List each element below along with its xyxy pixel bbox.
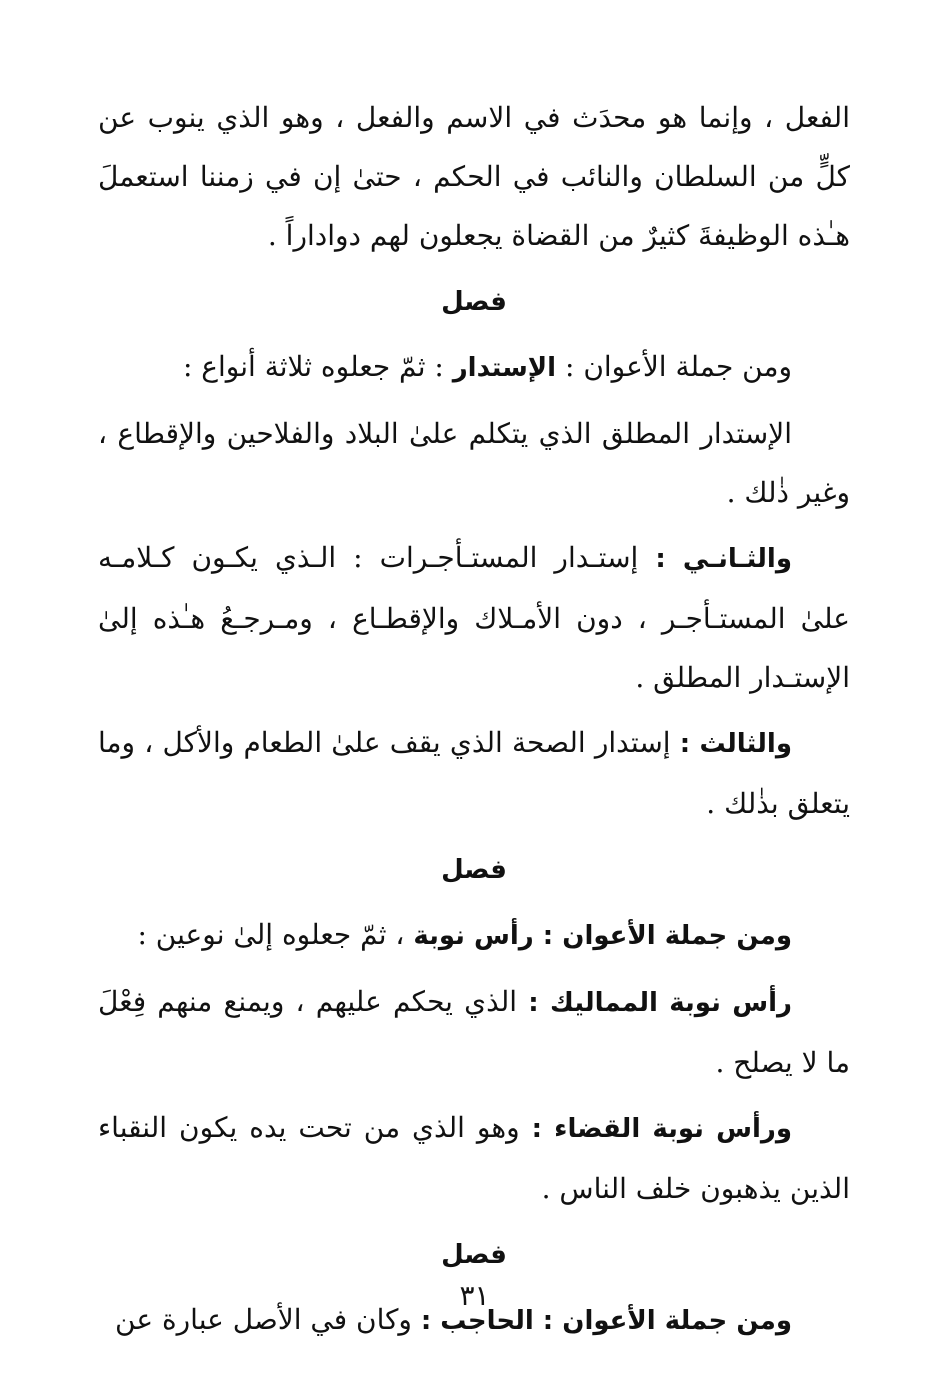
paragraph-ras-nawba-qada (98, 1098, 850, 1218)
text-run: وكان في الأصل عبارة عن (115, 1303, 421, 1336)
paragraph-istidar-first (98, 404, 850, 522)
text-run: وهو الذي من تحت يده يكون النقباء الذين يذهبون خلف الناس . (98, 1111, 850, 1205)
text-run: ومن جملة الأعوان : (556, 350, 792, 383)
text-run: الفعل ، وإنما هو محدَث في الاسم والفعل ، وهو الذي ينوب عن كلٍّ من السلطان والنائب في الحكم ، حتىٰ إن في زمننا استعملَ هـٰذه الوظيفةَ كثيرٌ من القضاة يجعلون لهم دواداراً . (98, 101, 850, 252)
section-heading-3: فصل (441, 1240, 507, 1270)
paragraph-istidar-third (98, 713, 850, 833)
section-heading-2: فصل (441, 855, 507, 885)
paragraph-ras-nawba-mamalik (98, 972, 850, 1092)
bold-term: والثـانـي : (655, 544, 792, 574)
page-number: ٣١ (459, 1279, 490, 1312)
bold-term: ومن جملة الأعوان : الحاجب : (420, 1306, 792, 1336)
bold-term: رأس نوبة المماليك : (528, 988, 792, 1018)
text-run: الذي يحكم عليهم ، ويمنع منهم فِعْلَ ما لا يصلح . (98, 985, 850, 1079)
bold-term: ومن جملة الأعوان : رأس نوبة (413, 921, 792, 951)
section-heading-1: فصل (441, 287, 507, 317)
text-run: إستدار الصحة الذي يقف علىٰ الطعام والأكل ، وما يتعلق بذٰلك . (98, 726, 850, 820)
paragraph-continuation (98, 88, 850, 265)
bold-term: الإستدار (452, 353, 557, 383)
paragraph-istidar-intro (98, 337, 850, 398)
bold-term: ورأس نوبة القضاء : (531, 1114, 792, 1144)
text-run: إستـدار المستـأجـرات : الـذي يكـون كـلامـه علىٰ المستـأجـر ، دون الأمـلاك والإقطـاع ، ومـرجـعُ هـٰذه إلىٰ الإستـدار المطلق . (98, 541, 850, 694)
text-run: ، ثمّ جعلوه إلىٰ نوعين : (137, 918, 414, 951)
text-run: : ثمّ جعلوه ثلاثة أنواع : (182, 350, 453, 383)
paragraph-istidar-second (98, 528, 850, 707)
paragraph-ras-nawba-intro (98, 905, 850, 966)
page-body (98, 88, 850, 1351)
bold-term: والثالث : (679, 729, 792, 759)
text-run: الإستدار المطلق الذي يتكلم علىٰ البلاد والفلاحين والإقطاع ، وغير ذٰلك . (98, 417, 850, 509)
